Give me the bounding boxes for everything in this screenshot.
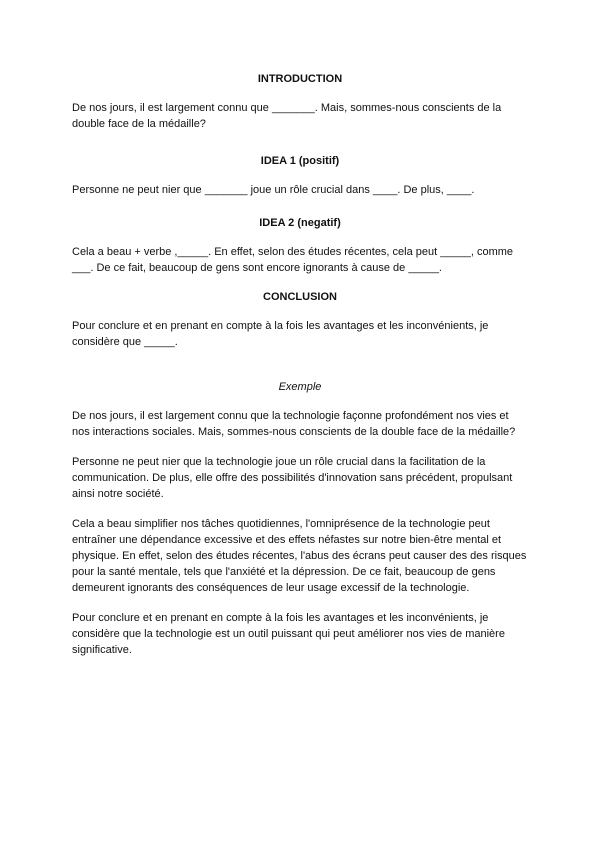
- example-paragraph-idea1: Personne ne peut nier que la technologie joue un rôle crucial dans la facilitation de la communication. De plus, elle offre des possibilités d'innovation sans précédent, propulsant ainsi notre société.: [72, 456, 513, 500]
- conclusion-paragraph: Pour conclure et en prenant en compte à la fois les avantages et les inconvénients, je considère que _____.: [72, 320, 489, 348]
- example-paragraph-conclusion: Pour conclure et en prenant en compte à la fois les avantages et les inconvénients, je considère que la technologie est un outil puissant qui peut améliorer nos vies de manière significative.: [72, 612, 505, 656]
- conclusion-heading: CONCLUSION: [263, 291, 337, 303]
- idea2-heading: IDEA 2 (negatif): [259, 217, 341, 229]
- example-paragraph-idea2: Cela a beau simplifier nos tâches quotidiennes, l'omniprésence de la technologie peut entraîner une dépendance excessive et des effets néfastes sur notre bien-être mental et physique. En effet, selon des études récentes, l'abus des écrans peut causer des des risques pour la santé mentale, tels que l'anxiété et la dépression. De ce fait, beaucoup de gens demeurent ignorants des conséquences de leur usage excessif de la technologie.: [72, 518, 527, 594]
- introduction-heading: INTRODUCTION: [257, 73, 343, 85]
- introduction-paragraph: De nos jours, il est largement connu que _______. Mais, sommes-nous conscients de la double face de la médaille?: [72, 102, 502, 130]
- example-label: Exemple: [278, 381, 322, 393]
- idea2-paragraph: Cela a beau + verbe ,_____. En effet, selon des études récentes, cela peut _____, comme ___. De ce fait, beaucoup de gens sont encore ignorants à cause de _____.: [72, 246, 514, 274]
- example-paragraph-intro: De nos jours, il est largement connu que la technologie façonne profondément nos vies et nos interactions sociales. Mais, sommes-nous conscients de la double face de la médaille?: [72, 410, 516, 438]
- idea1-heading: IDEA 1 (positif): [260, 155, 340, 167]
- idea1-paragraph: Personne ne peut nier que _______ joue un rôle crucial dans ____. De plus, ____.: [72, 184, 475, 196]
